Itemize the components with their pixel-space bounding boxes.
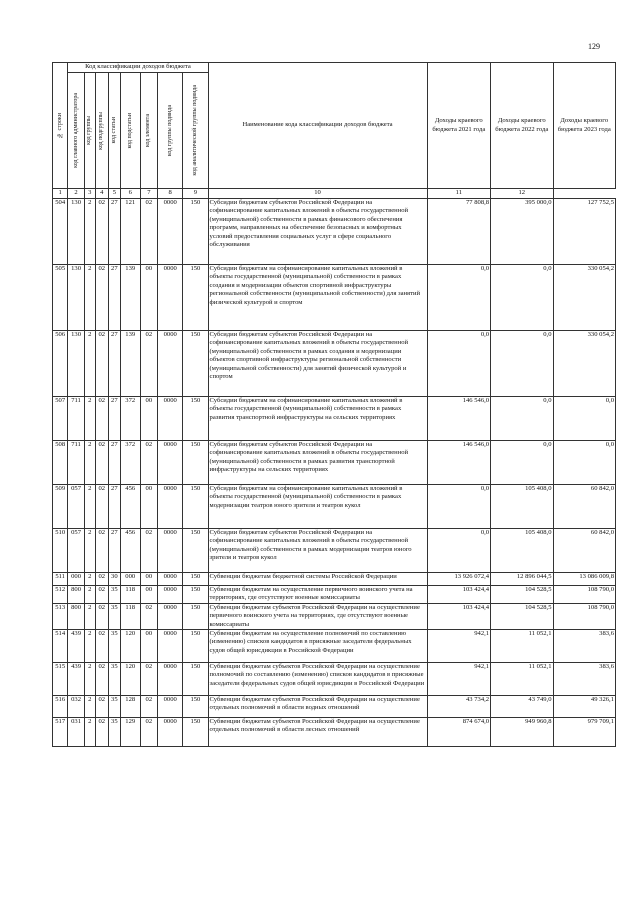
revenue-2022-cell: 104 528,5 — [491, 603, 553, 629]
revenue-2023-cell: 60 842,0 — [553, 485, 616, 529]
row-number-cell: 515 — [53, 663, 68, 696]
revenue-2022-cell: 949 960,8 — [491, 718, 553, 747]
classification-name-cell: Субсидии бюджетам на софинансирование капитальных вложений в объекты государственной (муниципальной) собственности в рамках модернизации театров юного зрителя и театров кукол — [208, 485, 427, 529]
subtype-group-code-cell: 0000 — [158, 331, 183, 397]
subtype-group-code-cell: 0000 — [158, 573, 183, 586]
subtype-group-code-cell: 0000 — [158, 529, 183, 573]
column-index: 2 — [68, 189, 84, 199]
element-code-cell: 02 — [140, 718, 158, 747]
analytic-group-code-cell: 150 — [183, 199, 208, 265]
analytic-group-code-cell: 150 — [183, 397, 208, 441]
revenue-2023-cell: 127 752,5 — [553, 199, 616, 265]
group-code-cell: 2 — [84, 630, 95, 663]
row-number-cell: 514 — [53, 630, 68, 663]
revenue-2021-cell: 103 424,4 — [427, 603, 491, 629]
row-number-cell: 511 — [53, 573, 68, 586]
admin-code-cell: 711 — [68, 397, 84, 441]
table-row — [53, 586, 616, 604]
classification-name-cell: Субвенции бюджетам субъектов Российской Федерации на осуществление полномочий по составлению (изменению) списков кандидатов в присяжные заседатели федеральных судов общей юрисдикции в Российской Федерации — [208, 663, 427, 696]
revenue-classification-table — [52, 62, 616, 747]
revenue-2022-cell: 11 052,1 — [491, 630, 553, 663]
revenue-2023-cell: 330 054,2 — [553, 331, 616, 397]
row-number-cell: 508 — [53, 441, 68, 485]
column-index: 5 — [108, 189, 120, 199]
table-row — [53, 718, 616, 747]
element-code-cell: 02 — [140, 696, 158, 718]
subtype-group-code-cell: 0000 — [158, 265, 183, 331]
column-index-row — [53, 189, 616, 199]
revenue-2023-cell: 979 709,1 — [553, 718, 616, 747]
subgroup-code-cell: 02 — [95, 529, 108, 573]
revenue-2021-cell: 874 674,0 — [427, 718, 491, 747]
analytic-group-code-cell: 150 — [183, 718, 208, 747]
column-index: 11 — [427, 189, 491, 199]
article-code-cell: 30 — [108, 573, 120, 586]
group-code-cell: 2 — [84, 696, 95, 718]
subarticle-code-cell: 128 — [120, 696, 140, 718]
group-code-cell: 2 — [84, 586, 95, 604]
code-col-header-7: код группы подвида — [158, 73, 183, 189]
code-col-header-1: код главного администратора — [68, 73, 84, 189]
article-code-cell: 27 — [108, 485, 120, 529]
subarticle-code-cell: 372 — [120, 441, 140, 485]
element-code-cell: 00 — [140, 397, 158, 441]
subgroup-code-cell: 02 — [95, 586, 108, 604]
group-code-cell: 2 — [84, 718, 95, 747]
revenue-2022-cell: 43 749,0 — [491, 696, 553, 718]
column-index: 10 — [208, 189, 427, 199]
classification-name-cell: Субсидии бюджетам субъектов Российской Федерации на софинансирование капитальных вложений в объекты государственной (муниципальной) собственности в рамках развития транспортной инфраструктуры на сельских территориях — [208, 441, 427, 485]
analytic-group-code-cell: 150 — [183, 331, 208, 397]
classification-name-cell: Субсидии бюджетам субъектов Российской Федерации на софинансирование капитальных вложений в объекты государственной (муниципальной) собственности в рамках создания и модернизации объектов спортивной инфраструктуры региональной собственности (муниципальной собственности) для занятий физической культурой и спортом — [208, 331, 427, 397]
element-code-cell: 02 — [140, 663, 158, 696]
table-row — [53, 485, 616, 529]
row-number-cell: 506 — [53, 331, 68, 397]
revenue-2023-cell: 13 086 009,8 — [553, 573, 616, 586]
classification-name-cell: Субвенции бюджетам субъектов Российской Федерации на осуществление отдельных полномочий в области лесных отношений — [208, 718, 427, 747]
table-row — [53, 696, 616, 718]
analytic-group-code-cell: 150 — [183, 573, 208, 586]
group-code-cell: 2 — [84, 603, 95, 629]
article-code-cell: 27 — [108, 265, 120, 331]
subtype-group-code-cell: 0000 — [158, 696, 183, 718]
classification-name-cell: Субвенции бюджетам на осуществление полномочий по составлению (изменению) списков кандидатов в присяжные заседатели федеральных судов общей юрисдикции в Российской Федерации — [208, 630, 427, 663]
year-2022-header: Доходы краевого бюджета 2022 года — [491, 63, 553, 189]
group-code-cell: 2 — [84, 441, 95, 485]
element-code-cell: 00 — [140, 586, 158, 604]
admin-code-cell: 032 — [68, 696, 84, 718]
element-code-cell: 02 — [140, 603, 158, 629]
revenue-2021-cell: 43 734,2 — [427, 696, 491, 718]
column-index: 6 — [120, 189, 140, 199]
page-number: 129 — [588, 42, 600, 51]
classification-name-cell: Субсидии бюджетам на софинансирование капитальных вложений в объекты государственной (муниципальной) собственности в рамках создания и модернизации объектов спортивной инфраструктуры региональной собственности (муниципальной собственности) для занятий физической культурой и спортом — [208, 265, 427, 331]
subtype-group-code-cell: 0000 — [158, 603, 183, 629]
year-2023-header: Доходы краевого бюджета 2023 года — [553, 63, 616, 189]
subgroup-code-cell: 02 — [95, 603, 108, 629]
subgroup-code-cell: 02 — [95, 573, 108, 586]
subgroup-code-cell: 02 — [95, 696, 108, 718]
element-code-cell: 02 — [140, 441, 158, 485]
admin-code-cell: 057 — [68, 529, 84, 573]
revenue-2021-cell: 146 546,0 — [427, 441, 491, 485]
revenue-2022-cell: 104 528,5 — [491, 586, 553, 604]
element-code-cell: 00 — [140, 485, 158, 529]
revenue-2021-cell: 77 808,8 — [427, 199, 491, 265]
classification-name-cell: Субвенции бюджетам на осуществление первичного воинского учета на территориях, где отсутствуют военные комиссариаты — [208, 586, 427, 604]
subgroup-code-cell: 02 — [95, 718, 108, 747]
subtype-group-code-cell: 0000 — [158, 485, 183, 529]
row-number-cell: 509 — [53, 485, 68, 529]
row-number-cell: 505 — [53, 265, 68, 331]
admin-code-cell: 130 — [68, 331, 84, 397]
code-col-header-5: код подстатьи — [120, 73, 140, 189]
element-code-cell: 02 — [140, 331, 158, 397]
element-code-cell: 00 — [140, 630, 158, 663]
column-index: 12 — [491, 189, 553, 199]
classification-name-cell: Субвенции бюджетам субъектов Российской Федерации на осуществление первичного воинского учета на территориях, где отсутствуют военные комиссариаты — [208, 603, 427, 629]
table-row — [53, 441, 616, 485]
revenue-2023-cell: 60 842,0 — [553, 529, 616, 573]
element-code-cell: 02 — [140, 199, 158, 265]
subgroup-code-cell: 02 — [95, 331, 108, 397]
subgroup-code-cell: 02 — [95, 485, 108, 529]
article-code-cell: 27 — [108, 199, 120, 265]
table-row — [53, 199, 616, 265]
subarticle-code-cell: 372 — [120, 397, 140, 441]
article-code-cell: 35 — [108, 696, 120, 718]
group-code-cell: 2 — [84, 199, 95, 265]
year-2021-header: Доходы краевого бюджета 2021 года — [427, 63, 491, 189]
table-row — [53, 603, 616, 629]
element-code-cell: 00 — [140, 265, 158, 331]
article-code-cell: 27 — [108, 331, 120, 397]
revenue-2023-cell: 0,0 — [553, 441, 616, 485]
table-row — [53, 331, 616, 397]
row-number-cell: 512 — [53, 586, 68, 604]
revenue-2022-cell: 105 408,0 — [491, 485, 553, 529]
revenue-2021-cell: 0,0 — [427, 331, 491, 397]
code-col-header-8: код аналитической группы подвида — [183, 73, 208, 189]
subarticle-code-cell: 139 — [120, 265, 140, 331]
revenue-2023-cell: 108 790,0 — [553, 586, 616, 604]
article-code-cell: 27 — [108, 529, 120, 573]
analytic-group-code-cell: 150 — [183, 586, 208, 604]
revenue-2022-cell: 395 000,0 — [491, 199, 553, 265]
article-code-cell: 27 — [108, 441, 120, 485]
revenue-2023-cell: 383,6 — [553, 663, 616, 696]
column-index: 4 — [95, 189, 108, 199]
code-group-header: Код классификации доходов бюджета — [68, 63, 208, 73]
name-column-header: Наименование кода классификации доходов бюджета — [208, 63, 427, 189]
analytic-group-code-cell: 150 — [183, 603, 208, 629]
admin-code-cell: 439 — [68, 630, 84, 663]
revenue-2021-cell: 103 424,4 — [427, 586, 491, 604]
revenue-2021-cell: 146 546,0 — [427, 397, 491, 441]
analytic-group-code-cell: 150 — [183, 441, 208, 485]
column-index: 1 — [53, 189, 68, 199]
subarticle-code-cell: 120 — [120, 630, 140, 663]
subgroup-code-cell: 02 — [95, 397, 108, 441]
analytic-group-code-cell: 150 — [183, 663, 208, 696]
subtype-group-code-cell: 0000 — [158, 718, 183, 747]
article-code-cell: 35 — [108, 630, 120, 663]
row-number-cell: 510 — [53, 529, 68, 573]
revenue-2022-cell: 0,0 — [491, 265, 553, 331]
table-row — [53, 397, 616, 441]
analytic-group-code-cell: 150 — [183, 265, 208, 331]
row-number-cell: 507 — [53, 397, 68, 441]
subgroup-code-cell: 02 — [95, 199, 108, 265]
revenue-2022-cell: 0,0 — [491, 397, 553, 441]
subgroup-code-cell: 02 — [95, 630, 108, 663]
classification-name-cell: Субсидии бюджетам субъектов Российской Федерации на софинансирование капитальных вложений в объекты государственной (муниципальной) собственности в рамках модернизации театров юного зрителя и театров кукол — [208, 529, 427, 573]
row-number-cell: 517 — [53, 718, 68, 747]
row-number-cell: 504 — [53, 199, 68, 265]
revenue-2021-cell: 0,0 — [427, 485, 491, 529]
admin-code-cell: 711 — [68, 441, 84, 485]
code-col-header-2: код группы — [84, 73, 95, 189]
table-row — [53, 265, 616, 331]
group-code-cell: 2 — [84, 529, 95, 573]
revenue-2022-cell: 105 408,0 — [491, 529, 553, 573]
table-row — [53, 529, 616, 573]
subtype-group-code-cell: 0000 — [158, 397, 183, 441]
code-col-header-6: код элемента — [140, 73, 158, 189]
revenue-2021-cell: 942,1 — [427, 630, 491, 663]
article-code-cell: 35 — [108, 663, 120, 696]
subarticle-code-cell: 118 — [120, 586, 140, 604]
article-code-cell: 35 — [108, 718, 120, 747]
revenue-2023-cell: 0,0 — [553, 397, 616, 441]
column-index: 8 — [158, 189, 183, 199]
classification-name-cell: Субвенции бюджетам субъектов Российской Федерации на осуществление отдельных полномочий в области водных отношений — [208, 696, 427, 718]
subarticle-code-cell: 456 — [120, 485, 140, 529]
analytic-group-code-cell: 150 — [183, 529, 208, 573]
revenue-2023-cell: 49 326,1 — [553, 696, 616, 718]
subgroup-code-cell: 02 — [95, 663, 108, 696]
row-number-cell: 516 — [53, 696, 68, 718]
revenue-2022-cell: 12 896 044,5 — [491, 573, 553, 586]
admin-code-cell: 439 — [68, 663, 84, 696]
row-number-header: № строки — [53, 63, 68, 189]
admin-code-cell: 130 — [68, 199, 84, 265]
article-code-cell: 27 — [108, 397, 120, 441]
group-code-cell: 2 — [84, 573, 95, 586]
subtype-group-code-cell: 0000 — [158, 586, 183, 604]
subtype-group-code-cell: 0000 — [158, 663, 183, 696]
admin-code-cell: 130 — [68, 265, 84, 331]
admin-code-cell: 031 — [68, 718, 84, 747]
element-code-cell: 00 — [140, 573, 158, 586]
code-col-header-3: код подгруппы — [95, 73, 108, 189]
revenue-2023-cell: 330 054,2 — [553, 265, 616, 331]
subgroup-code-cell: 02 — [95, 265, 108, 331]
revenue-2023-cell: 108 790,0 — [553, 603, 616, 629]
admin-code-cell: 800 — [68, 586, 84, 604]
revenue-2021-cell: 0,0 — [427, 265, 491, 331]
subarticle-code-cell: 120 — [120, 663, 140, 696]
subarticle-code-cell: 000 — [120, 573, 140, 586]
column-index: 9 — [183, 189, 208, 199]
group-code-cell: 2 — [84, 485, 95, 529]
table-row — [53, 663, 616, 696]
subgroup-code-cell: 02 — [95, 441, 108, 485]
table-row — [53, 630, 616, 663]
group-code-cell: 2 — [84, 265, 95, 331]
analytic-group-code-cell: 150 — [183, 630, 208, 663]
classification-name-cell: Субвенции бюджетам бюджетной системы Российской Федерации — [208, 573, 427, 586]
revenue-2023-cell: 383,6 — [553, 630, 616, 663]
subtype-group-code-cell: 0000 — [158, 630, 183, 663]
subarticle-code-cell: 121 — [120, 199, 140, 265]
subarticle-code-cell: 118 — [120, 603, 140, 629]
classification-name-cell: Субсидии бюджетам на софинансирование капитальных вложений в объекты государственной (муниципальной) собственности в рамках развития транспортной инфраструктуры на сельских территориях — [208, 397, 427, 441]
admin-code-cell: 000 — [68, 573, 84, 586]
article-code-cell: 35 — [108, 586, 120, 604]
revenue-2022-cell: 0,0 — [491, 441, 553, 485]
row-number-cell: 513 — [53, 603, 68, 629]
subtype-group-code-cell: 0000 — [158, 199, 183, 265]
element-code-cell: 02 — [140, 529, 158, 573]
column-index: 7 — [140, 189, 158, 199]
subarticle-code-cell: 129 — [120, 718, 140, 747]
code-col-header-4: код статьи — [108, 73, 120, 189]
revenue-2022-cell: 0,0 — [491, 331, 553, 397]
subarticle-code-cell: 139 — [120, 331, 140, 397]
analytic-group-code-cell: 150 — [183, 485, 208, 529]
classification-name-cell: Субсидии бюджетам субъектов Российской Федерации на софинансирование капитальных вложений в объекты государственной (муниципальной) собственности в рамках финансового обеспечения программ, направленных на обеспечение безопасных и комфортных условий предоставления социальных услуг в сфере социального обслуживания — [208, 199, 427, 265]
admin-code-cell: 800 — [68, 603, 84, 629]
subarticle-code-cell: 456 — [120, 529, 140, 573]
article-code-cell: 35 — [108, 603, 120, 629]
subtype-group-code-cell: 0000 — [158, 441, 183, 485]
revenue-2021-cell: 942,1 — [427, 663, 491, 696]
revenue-2022-cell: 11 052,1 — [491, 663, 553, 696]
table-row — [53, 573, 616, 586]
column-index: 3 — [84, 189, 95, 199]
revenue-2021-cell: 0,0 — [427, 529, 491, 573]
revenue-2021-cell: 13 926 072,4 — [427, 573, 491, 586]
group-code-cell: 2 — [84, 663, 95, 696]
admin-code-cell: 057 — [68, 485, 84, 529]
group-code-cell: 2 — [84, 397, 95, 441]
analytic-group-code-cell: 150 — [183, 696, 208, 718]
group-code-cell: 2 — [84, 331, 95, 397]
